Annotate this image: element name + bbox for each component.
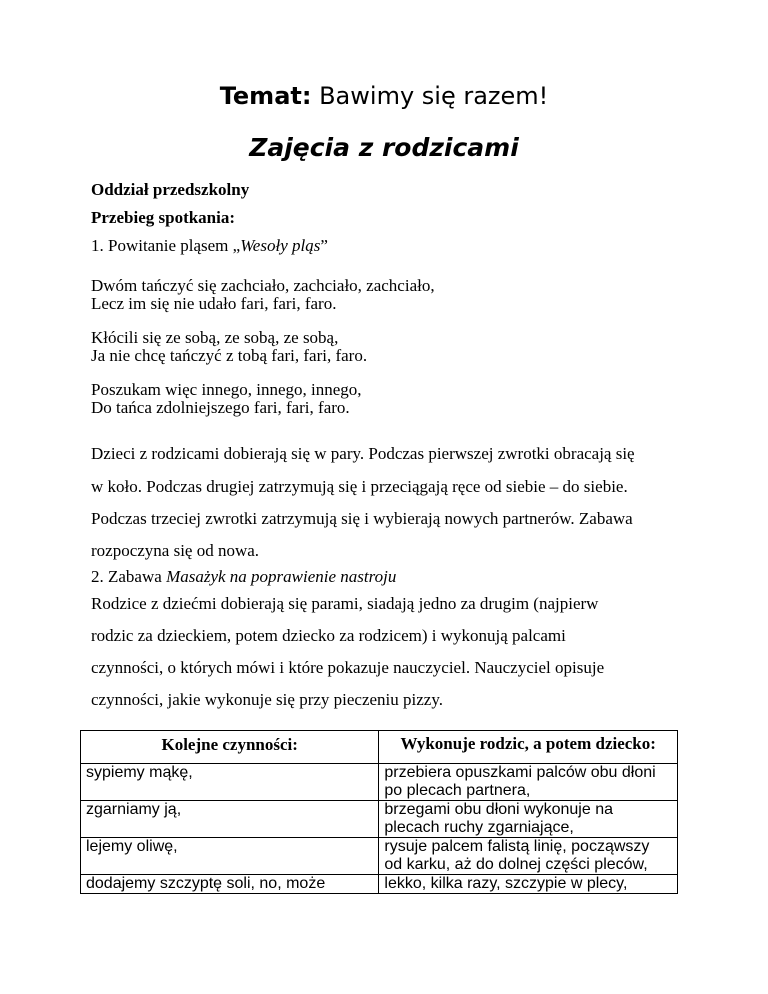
stanza-2-line-2: Ja nie chcę tańczyć z tobą fari, fari, faro.: [91, 346, 368, 365]
cell-line: plecach ruchy zgarniające,: [384, 819, 574, 836]
paragraph-2-line-3: czynności, o których mówi i które pokazuje nauczyciel. Nauczyciel opisuje: [91, 658, 605, 677]
table-cell: [379, 838, 678, 875]
table-row: [81, 875, 678, 894]
stanza-1-line-2: Lecz im się nie udało fari, fari, faro.: [91, 294, 337, 313]
paragraph-1-line-4: rozpoczyna się od nowa.: [91, 541, 260, 560]
paragraph-1-line-2: w koło. Podczas drugiej zatrzymują się i przeciągają ręce od siebie – do siebie.: [91, 477, 628, 496]
meeting-heading: Przebieg spotkania:: [91, 208, 236, 227]
table-cell: lejemy oliwę,: [81, 838, 379, 875]
cell-line: przebiera opuszkami palców obu dłoni: [384, 764, 656, 781]
table-cell: [379, 875, 678, 894]
item-1-title: Wesoły pląs: [240, 236, 321, 255]
paragraph-2-line-1: Rodzice z dziećmi dobierają się parami, siadają jedno za drugim (najpierw: [91, 594, 599, 613]
item-2: [91, 567, 396, 587]
cell-line: po plecach partnera,: [384, 782, 531, 799]
title-label: Temat:: [219, 82, 312, 110]
cell-line: brzegami obu dłoni wykonuje na: [384, 801, 613, 818]
table-cell: [379, 801, 678, 838]
cell-line: rysuje palcem falistą linię, począwszy: [384, 838, 650, 855]
paragraph-2-line-2: rodzic za dzieckiem, potem dziecko za rodzicem) i wykonują palcami: [91, 626, 566, 645]
stanza-1-line-1: Dwóm tańczyć się zachciało, zachciało, zachciało,: [91, 276, 435, 295]
table-header-row: [81, 731, 678, 764]
title-text: Bawimy się razem!: [319, 82, 549, 110]
table-header-activities: Kolejne czynności:: [81, 731, 379, 764]
cell-line: od karku, aż do dolnej części pleców,: [384, 856, 648, 873]
item-1-prefix: 1. Powitanie pląsem „: [91, 236, 241, 255]
page-subtitle: Zajęcia z rodzicami: [249, 133, 519, 162]
table-cell: dodajemy szczyptę soli, no, może: [81, 875, 379, 894]
table-row: [81, 801, 678, 838]
activities-table: [80, 730, 678, 894]
cell-line: lekko, kilka razy, szczypie w plecy,: [384, 875, 628, 892]
paragraph-2-line-4: czynności, jakie wykonuje się przy pieczeniu pizzy.: [91, 690, 443, 709]
table-row: [81, 838, 678, 875]
table-cell: zgarniamy ją,: [81, 801, 379, 838]
stanza-3-line-2: Do tańca zdolniejszego fari, fari, faro.: [91, 398, 350, 417]
item-2-prefix: 2. Zabawa: [91, 567, 167, 586]
table-cell: [379, 764, 678, 801]
table-row: [81, 764, 678, 801]
table-cell: sypiemy mąkę,: [81, 764, 379, 801]
item-2-title: Masażyk na poprawienie nastroju: [166, 567, 397, 586]
table-header-performer: Wykonuje rodzic, a potem dziecko:: [379, 731, 678, 764]
stanza-2-line-1: Kłócili się ze sobą, ze sobą, ze sobą,: [91, 328, 339, 347]
paragraph-1-line-1: Dzieci z rodzicami dobierają się w pary. Podczas pierwszej zwrotki obracają się: [91, 444, 635, 463]
stanza-3-line-1: Poszukam więc innego, innego, innego,: [91, 380, 362, 399]
item-1-suffix: ”: [320, 236, 328, 255]
section-name: Oddział przedszkolny: [91, 180, 250, 199]
page-title: [0, 82, 768, 110]
paragraph-1-line-3: Podczas trzeciej zwrotki zatrzymują się i wybierają nowych partnerów. Zabawa: [91, 509, 633, 528]
item-1: [91, 236, 328, 256]
